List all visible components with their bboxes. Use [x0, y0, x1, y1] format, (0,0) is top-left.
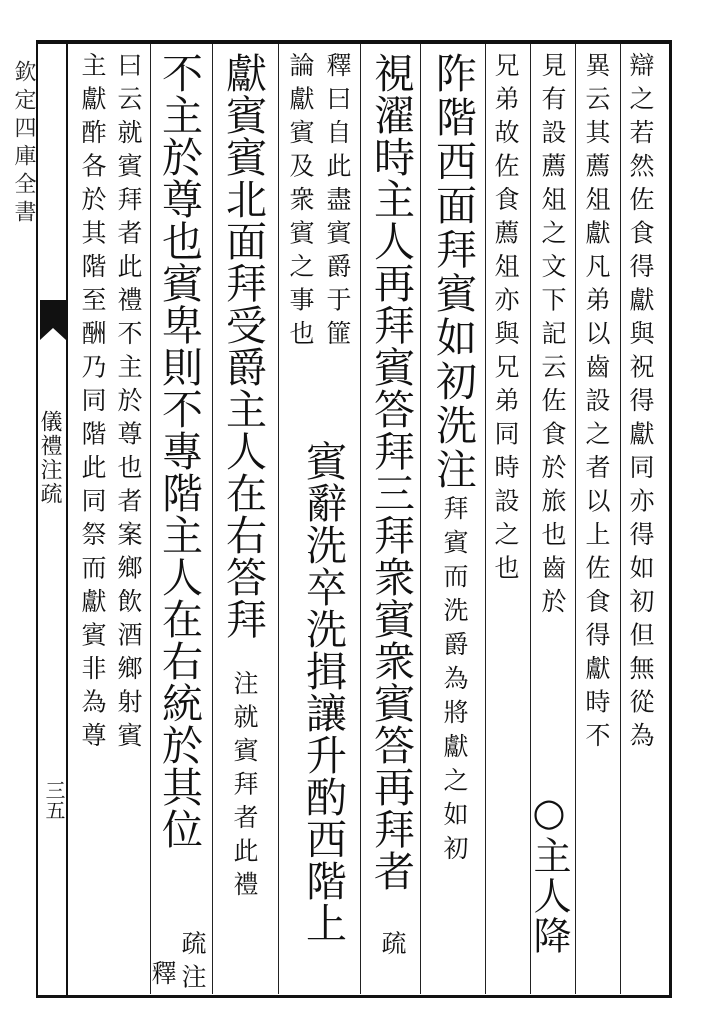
text-column-10 [155, 52, 203, 850]
text-column-7 [325, 52, 350, 354]
page-number: 三五 [42, 780, 66, 820]
commentary-text: 辯之若然佐食得獻與祝得獻同亦得如初但無從為 [626, 52, 655, 756]
fold-line-inner [66, 40, 68, 998]
commentary-text: 疏注 [178, 930, 207, 997]
column-rule [620, 44, 621, 994]
spine-title: 欽定四庫全書 [11, 60, 36, 228]
commentary-text: 主獻酢各於其階至酬乃同階此同祭而獻賓非為尊 [78, 52, 107, 756]
text-column-8 [288, 52, 313, 354]
main-text: ○主人降 [527, 790, 571, 956]
commentary-text: 見有設薦俎之文下記云佐食於旅也齒於 [538, 52, 567, 622]
commentary-text: 釋 [148, 960, 177, 994]
text-column-2 [584, 52, 609, 756]
commentary-text: 曰云就賓拜者此禮不主於尊也者案鄉飲酒鄉射賓 [114, 52, 143, 756]
text-column-9 [219, 52, 267, 640]
commentary-text: 論獻賓及衆賓之事也 [286, 52, 315, 354]
text-column-3-main [527, 790, 571, 956]
text-column-8-main [299, 440, 347, 944]
text-column-5-note [442, 495, 467, 869]
text-column-3 [540, 52, 565, 622]
commentary-text: 疏 [378, 930, 407, 964]
commentary-text: 拜賓而洗爵為將獻之如初 [440, 495, 469, 869]
text-column-11 [116, 52, 141, 756]
text-column-12 [80, 52, 105, 756]
column-rule [485, 44, 486, 994]
text-column-1 [628, 52, 653, 756]
commentary-text: 注就賓拜者此禮 [230, 670, 259, 905]
text-column-9-note [232, 670, 257, 905]
main-text: 視濯時主人再拜賓答拜三拜衆賓衆賓答再拜者 [367, 52, 415, 892]
text-column-6 [367, 52, 415, 892]
text-column-5 [429, 52, 477, 492]
book-name: 儀禮注疏 [37, 410, 62, 506]
main-text: 阼階西面拜賓如初洗注 [429, 52, 477, 492]
text-column-4 [493, 52, 518, 588]
commentary-text: 兄弟故佐食薦俎亦與兄弟同時設之也 [491, 52, 520, 588]
text-column-6-note [380, 930, 405, 964]
commentary-text: 異云其薦俎獻凡弟以齒設之者以上佐食得獻時不 [582, 52, 611, 756]
main-text: 獻賓賓北面拜受爵主人在右答拜 [219, 52, 267, 640]
column-rule [150, 44, 151, 994]
column-rule [212, 44, 213, 994]
text-column-10-note [180, 930, 205, 997]
column-rule [575, 44, 576, 994]
fold-line-outer [36, 40, 38, 998]
column-rule [360, 44, 361, 994]
column-rule [278, 44, 279, 994]
main-text: 賓辭洗卒洗揖讓升酌西階上 [299, 440, 347, 944]
commentary-text: 釋曰自此盡賓爵于篚 [323, 52, 352, 354]
column-rule [420, 44, 421, 994]
main-text: 不主於尊也賓卑則不專階主人在右統於其位 [155, 52, 203, 850]
text-column-10-tail [150, 960, 175, 994]
